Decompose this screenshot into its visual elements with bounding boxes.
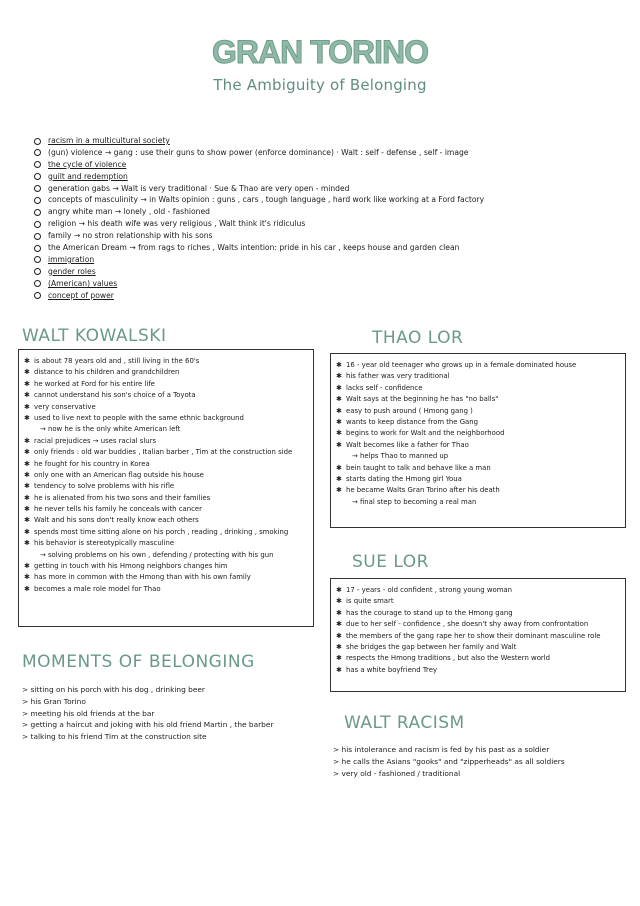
walt-item <box>24 436 309 447</box>
thao-item <box>336 440 621 451</box>
walt-item <box>24 584 309 595</box>
thao-item <box>336 474 621 485</box>
thao-item-text: Walt says at the beginning he has "no balls" <box>346 395 499 404</box>
thao-item <box>336 371 621 382</box>
walt-item-text: Walt and his sons don't really know each others <box>34 516 199 525</box>
sue-item-text: due to her self - confidence , she doesn't shy away from confrontation <box>346 620 589 629</box>
topic-text: racism in a multicultural society <box>48 136 170 145</box>
walt-item <box>24 447 309 458</box>
racism-item: > very old - fashioned / traditional <box>333 768 461 778</box>
thao-item <box>336 485 621 496</box>
asterisk-bullet-icon: ✱ <box>336 597 342 606</box>
thao-item-text: starts dating the Hmong girl Youa <box>346 474 462 483</box>
walt-item <box>24 424 309 435</box>
walt-item <box>24 561 309 572</box>
asterisk-bullet-icon: ✱ <box>336 440 342 449</box>
sue-item <box>336 608 621 619</box>
thao-item <box>336 463 621 474</box>
sue-item-text: she bridges the gap between her family and Walt <box>346 642 517 651</box>
circle-bullet-icon <box>34 185 41 192</box>
thao-item <box>336 497 621 508</box>
walt-item-text: he never tells his family he conceals with cancer <box>34 505 202 514</box>
moments-item: > meeting his old friends at the bar <box>22 708 155 718</box>
thao-item-text: Walt becomes like a father for Thao <box>346 440 469 449</box>
thao-item-text: 16 - year old teenager who grows up in a female dominated house <box>346 361 577 369</box>
walt-item-text: he worked at Ford for his entire life <box>34 379 155 388</box>
racism-list <box>333 744 633 779</box>
moments-heading: MOMENTS OF BELONGING <box>22 652 255 672</box>
asterisk-bullet-icon: ✱ <box>336 586 342 594</box>
thao-item <box>336 383 621 394</box>
circle-bullet-icon <box>34 268 41 275</box>
topic-item <box>34 171 594 183</box>
sue-item <box>336 653 621 664</box>
racism-heading: WALT RACISM <box>344 713 465 733</box>
page-title: GRAN TORINO <box>212 34 428 70</box>
asterisk-bullet-icon: ✱ <box>24 482 30 491</box>
walt-item <box>24 379 309 390</box>
thao-item-text: his father was very traditional <box>346 372 450 381</box>
asterisk-bullet-icon: ✱ <box>336 406 342 415</box>
sue-heading: SUE LOR <box>352 552 429 572</box>
sue-item <box>336 665 621 676</box>
topic-text: family → no stron relationship with his sons <box>48 231 213 241</box>
asterisk-bullet-icon: ✱ <box>24 379 30 388</box>
thao-item <box>336 428 621 439</box>
asterisk-bullet-icon: ✱ <box>24 402 30 411</box>
circle-bullet-icon <box>34 138 41 145</box>
walt-box <box>18 349 314 627</box>
walt-item <box>24 367 309 378</box>
walt-item-text: his behavior is stereotypically masculine <box>34 539 175 548</box>
topic-text: concept of power <box>48 290 114 300</box>
asterisk-bullet-icon: ✱ <box>336 383 342 392</box>
thao-item <box>336 406 621 417</box>
asterisk-bullet-icon: ✱ <box>24 493 30 502</box>
topic-text: angry white man → lonely , old - fashioned <box>48 207 210 217</box>
asterisk-bullet-icon: ✱ <box>336 631 342 640</box>
asterisk-bullet-icon: ✱ <box>336 642 342 651</box>
circle-bullet-icon <box>34 233 41 240</box>
walt-item-text: racial prejudices → uses racial slurs <box>34 436 157 445</box>
sue-item-text: 17 - years - old confident , strong young woman <box>346 586 512 594</box>
topic-item <box>34 218 594 230</box>
walt-item <box>24 481 309 492</box>
circle-bullet-icon <box>34 197 41 204</box>
thao-item-text: he became Walts Gran Torino after his death <box>346 486 500 495</box>
asterisk-bullet-icon: ✱ <box>24 539 30 548</box>
topic-item <box>34 230 594 242</box>
topic-item <box>34 254 594 266</box>
walt-item-text: → solving problems on his own , defending / protecting with his gun <box>40 550 274 559</box>
topic-item <box>34 266 594 278</box>
topic-text: (American) values <box>48 278 118 288</box>
asterisk-bullet-icon: ✱ <box>336 654 342 663</box>
walt-item <box>24 504 309 515</box>
asterisk-bullet-icon: ✱ <box>24 413 30 422</box>
topic-item <box>34 242 594 254</box>
sue-item <box>336 642 621 653</box>
circle-bullet-icon <box>34 256 41 263</box>
circle-bullet-icon <box>34 149 41 156</box>
walt-item-text: is about 78 years old and , still living in the 60's <box>34 357 200 365</box>
asterisk-bullet-icon: ✱ <box>336 361 342 369</box>
sue-item <box>336 585 621 596</box>
sue-list <box>336 585 621 676</box>
asterisk-bullet-icon: ✱ <box>336 429 342 438</box>
topic-item <box>34 147 594 159</box>
sue-item-text: the members of the gang rape her to show their dominant masculine role <box>346 631 601 640</box>
walt-item <box>24 515 309 526</box>
walt-item-text: distance to his children and grandchildren <box>34 368 180 377</box>
asterisk-bullet-icon: ✱ <box>336 463 342 472</box>
topic-text: generation gabs → Walt is very traditional · Sue & Thao are very open - minded <box>48 183 350 193</box>
topic-item <box>34 159 594 171</box>
asterisk-bullet-icon: ✱ <box>336 372 342 381</box>
circle-bullet-icon <box>34 221 41 228</box>
sue-item-text: respects the Hmong traditions , but also the Western world <box>346 654 551 663</box>
walt-item-text: very conservative <box>34 402 96 411</box>
circle-bullet-icon <box>34 173 41 180</box>
thao-item-text: bein taught to talk and behave like a man <box>346 463 491 472</box>
asterisk-bullet-icon: ✱ <box>24 573 30 582</box>
thao-heading: THAO LOR <box>372 328 464 348</box>
walt-item <box>24 572 309 583</box>
topic-text: concepts of masculinity → in Walts opinion : guns , cars , tough language , hard work like working at a Ford factory <box>48 195 485 205</box>
topic-list <box>34 135 594 301</box>
moments-item: > getting a haircut and joking with his old friend Martin , the barber <box>22 720 274 730</box>
walt-item <box>24 356 309 367</box>
sue-item <box>336 631 621 642</box>
thao-item <box>336 394 621 405</box>
walt-item-text: getting in touch with his Hmong neighbors changes him <box>34 562 228 571</box>
topic-item <box>34 135 594 147</box>
thao-list <box>336 360 621 508</box>
sue-item <box>336 596 621 607</box>
thao-item-text: lacks self - confidence <box>346 383 423 392</box>
circle-bullet-icon <box>34 292 41 299</box>
moments-item: > talking to his friend Tim at the construction site <box>22 732 207 742</box>
racism-item: > he calls the Asians "gooks" and "zipperheads" as all soldiers <box>333 756 565 766</box>
thao-item-text: begins to work for Walt and the neighborhood <box>346 429 505 438</box>
walt-item-text: only one with an American flag outside his house <box>34 470 204 479</box>
asterisk-bullet-icon: ✱ <box>24 459 30 468</box>
moments-item: > sitting on his porch with his dog , drinking beer <box>22 685 205 694</box>
walt-item <box>24 470 309 481</box>
walt-item-text: becomes a male role model for Thao <box>34 584 161 593</box>
asterisk-bullet-icon: ✱ <box>24 516 30 525</box>
thao-item-text: wants to keep distance from the Gang <box>346 417 479 426</box>
asterisk-bullet-icon: ✱ <box>336 608 342 617</box>
walt-item <box>24 390 309 401</box>
moments-item: > his Gran Torino <box>22 696 86 706</box>
walt-item-text: only friends : old war buddies , Italian barber , Tim at the construction side <box>34 448 293 457</box>
asterisk-bullet-icon: ✱ <box>24 562 30 571</box>
circle-bullet-icon <box>34 280 41 287</box>
circle-bullet-icon <box>34 209 41 216</box>
asterisk-bullet-icon: ✱ <box>24 368 30 377</box>
thao-item <box>336 417 621 428</box>
asterisk-bullet-icon: ✱ <box>336 620 342 629</box>
circle-bullet-icon <box>34 245 41 252</box>
walt-list <box>24 356 309 595</box>
thao-item-text: → final step to becoming a real man <box>352 497 477 506</box>
walt-item-text: he is alienated from his two sons and their families <box>34 493 211 502</box>
asterisk-bullet-icon: ✱ <box>336 395 342 404</box>
walt-item-text: used to live next to people with the same ethnic background <box>34 413 244 422</box>
topic-item <box>34 183 594 195</box>
walt-item-text: spends most time sitting alone on his porch , reading , drinking , smoking <box>34 527 289 536</box>
moments-list <box>22 684 318 743</box>
asterisk-bullet-icon: ✱ <box>24 527 30 536</box>
topic-text: the American Dream → from rags to riches , Walts intention: pride in his car , keeps house and garden clean <box>48 243 460 253</box>
thao-item <box>336 360 621 371</box>
walt-item-text: → now he is the only white American left <box>40 425 181 434</box>
topic-item <box>34 194 594 206</box>
thao-item <box>336 451 621 462</box>
circle-bullet-icon <box>34 161 41 168</box>
asterisk-bullet-icon: ✱ <box>24 357 30 365</box>
topic-text: religion → his death wife was very religious , Walt think it's ridiculus <box>48 219 306 229</box>
topic-item <box>34 278 594 290</box>
asterisk-bullet-icon: ✱ <box>336 474 342 483</box>
walt-item <box>24 538 309 549</box>
walt-heading: WALT KOWALSKI <box>22 326 167 346</box>
walt-item <box>24 413 309 424</box>
asterisk-bullet-icon: ✱ <box>336 486 342 495</box>
asterisk-bullet-icon: ✱ <box>24 391 30 400</box>
walt-item-text: cannot understand his son's choice of a Toyota <box>34 391 196 400</box>
topic-text: the cycle of violence <box>48 159 127 169</box>
asterisk-bullet-icon: ✱ <box>336 665 342 674</box>
asterisk-bullet-icon: ✱ <box>24 505 30 514</box>
thao-item-text: → helps Thao to manned up <box>352 452 449 461</box>
topic-text: guilt and redemption <box>48 171 128 181</box>
topic-text: gender roles <box>48 266 96 276</box>
walt-item-text: tendency to solve problems with his rifle <box>34 482 175 491</box>
walt-item-text: he fought for his country in Korea <box>34 459 150 468</box>
topic-text: (gun) violence → gang : use their guns to show power (enforce dominance) · Walt : self - defense , self - image <box>48 147 469 157</box>
walt-item <box>24 527 309 538</box>
sue-item-text: has the courage to stand up to the Hmong gang <box>346 608 513 617</box>
asterisk-bullet-icon: ✱ <box>24 584 30 593</box>
sue-box <box>330 578 626 692</box>
racism-item: > his intolerance and racism is fed by his past as a soldier <box>333 745 550 754</box>
thao-item-text: easy to push around ( Hmong gang ) <box>346 406 473 415</box>
walt-item <box>24 459 309 470</box>
walt-item <box>24 550 309 561</box>
topic-text: immigration <box>48 254 95 264</box>
sue-item-text: is quite smart <box>346 597 394 606</box>
sue-item <box>336 619 621 630</box>
thao-box <box>330 353 626 528</box>
asterisk-bullet-icon: ✱ <box>336 417 342 426</box>
walt-item <box>24 493 309 504</box>
topic-item <box>34 290 594 302</box>
walt-item-text: has more in common with the Hmong than with his own family <box>34 573 251 582</box>
asterisk-bullet-icon: ✱ <box>24 436 30 445</box>
asterisk-bullet-icon: ✱ <box>24 448 30 457</box>
walt-item <box>24 402 309 413</box>
sue-item-text: has a white boyfriend Trey <box>346 665 438 674</box>
page-subtitle: The Ambiguity of Belonging <box>213 76 427 94</box>
topic-item <box>34 206 594 218</box>
asterisk-bullet-icon: ✱ <box>24 470 30 479</box>
